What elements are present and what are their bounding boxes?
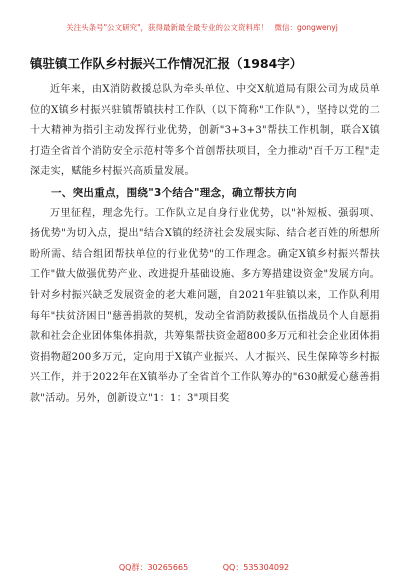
section-paragraph: 万里征程，理念先行。工作队立足自身行业优势，以"补短板、强弱项、扬优势"为切入点，提出"结合X镇的经济社会发展实际、结合老百姓的所想所盼所需、结合组团帮扶单位的行业优势"的工作理念。确定X镇乡村振兴帮扶工作"做大做强优势产业、改进提升基础设施、多方筹措建设资金"发展方向。针对乡村振兴缺乏发展资金的老大难问题，自2021年驻镇以来，工作队利用每年"扶贫济困日"慈善捐款的契机，发动全省消防救援队伍指战员个人自愿捐款和社会企业团体集体捐款，共筹集帮扶资金超800多万元和社会企业团体捐资捐物超200多万元，定向用于X镇产业振兴、人才振兴、民生保障等乡村振兴工作，并于2022年在X镇举办了全省首个工作队筹办的"630献爱心慈善捐款"活动。另外，创新设立"1：1：3"项目奖 [30,207,380,404]
footer-qq: QQ：535304092 [222,563,290,572]
banner-text: 关注头条号"公文研究"，获得最新最全最专业的公文资料库！ [66,23,269,32]
footer-qq-group: QQ群：30265665 [118,563,189,572]
intro-paragraph: 近年来，由X消防救援总队为牵头单位、中交X航道局有限公司为成员单位的X镇乡村振兴驻镇帮镇扶村工作队（以下简称"工作队"），坚持以党的二十大精神为指引主动发挥行业优势，创新"3+3+3"帮扶工作机制，联合X镇打造全省首个消防安全示范村等多个首创帮扶项目，全力推动"百千万工程"走深走实，赋能乡村振兴高质量发展。 [30,84,380,178]
document-body [30,80,380,410]
section-heading: 一、突出重点，围绕"3个结合"理念，确立帮扶方向 [51,186,297,199]
footer [0,562,408,573]
top-banner [0,22,408,33]
banner-wechat: 微信：gongwenyj [274,23,338,32]
document-title: 镇驻镇工作队乡村振兴工作情况汇报（1984字） [30,56,303,71]
